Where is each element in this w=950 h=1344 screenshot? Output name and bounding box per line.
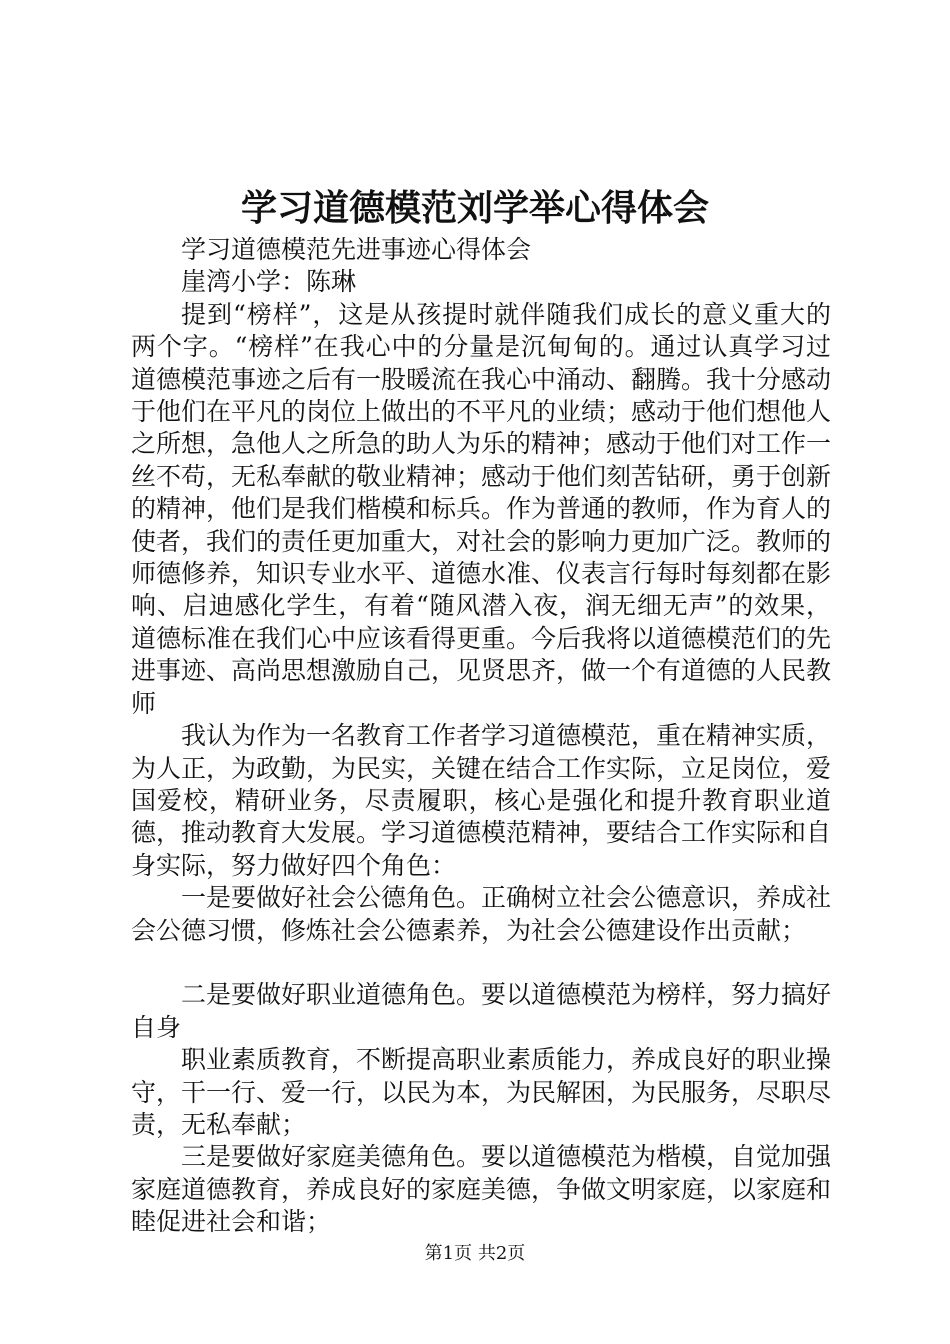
body-paragraph-3: 一是要做好社会公德角色。正确树立社会公德意识，养成社会公德习惯，修炼社会公德素养，为社会公德建设作出贡献；: [131, 883, 832, 945]
author-paragraph: 崖湾小学：陈琳: [181, 267, 357, 297]
body-paragraph-4: 二是要做好职业道德角色。要以道德模范为榜样，努力搞好自身: [131, 980, 832, 1042]
page-footer: 第1页 共2页: [424, 1243, 526, 1264]
body-paragraph-1: 提到“榜样”，这是从孩提时就伴随我们成长的意义重大的两个字。“榜样”在我心中的分量是沉甸甸的。通过认真学习过道德模范事迹之后有一股暖流在我心中涌动、翻腾。我十分感动于他们在平凡的岗位上做出的不平凡的业绩；感动于他们想他人之所想，急他人之所急的助人为乐的精神；感动于他们对工作一丝不苟，无私奉献的敬业精神；感动于他们刻苦钻研，勇于创新的精神，他们是我们楷模和标兵。作为普通的教师，作为育人的使者，我们的责任更加重大，对社会的影响力更加广泛。教师的师德修养，知识专业水平、道德水准、仪表言行每时每刻都在影响、启迪感化学生，有着“随风潜入夜，润无细无声”的效果，道德标准在我们心中应该看得更重。今后我将以道德模范们的先进事迹、高尚思想激励自己，见贤思齐，做一个有道德的人民教师: [131, 299, 832, 718]
document-title: 学习道德模范刘学举心得体会: [240, 187, 709, 229]
subtitle-paragraph: 学习道德模范先进事迹心得体会: [181, 235, 532, 264]
body-paragraph-2: 我认为作为一名教育工作者学习道德模范，重在精神实质，为人正，为政勤，为民实，关键在结合工作实际，立足岗位，爱国爱校，精研业务，尽责履职，核心是强化和提升教育职业道德，推动教育大发展。学习道德模范精神，要结合工作实际和自身实际，努力做好四个角色：: [131, 721, 832, 880]
document-body: [131, 234, 831, 1239]
body-paragraph-6: 三是要做好家庭美德角色。要以道德模范为楷模，自觉加强家庭道德教育，养成良好的家庭美德，争做文明家庭，以家庭和睦促进社会和谐；: [131, 1142, 832, 1237]
body-paragraph-5: 职业素质教育，不断提高职业素质能力，养成良好的职业操守，干一行、爱一行，以民为本，为民解困，为民服务，尽职尽责，无私奉献；: [131, 1045, 832, 1139]
blank-paragraph: [131, 947, 831, 979]
